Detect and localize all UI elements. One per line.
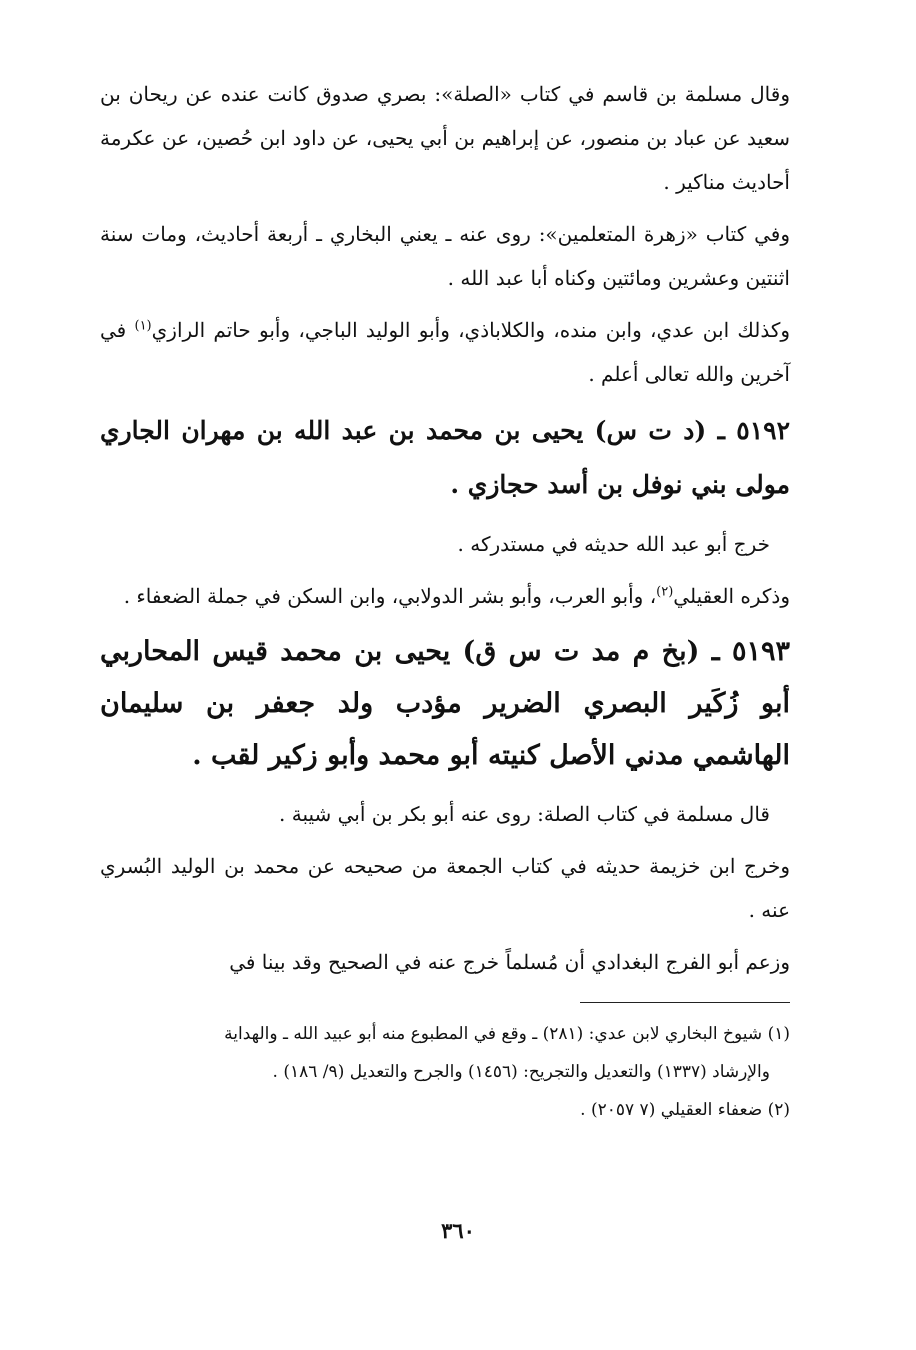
- paragraph-text: في آخرين والله تعالى أعلم .: [100, 318, 790, 386]
- page-number: ٣٦٠: [441, 1218, 475, 1243]
- footnote-text: والإرشاد (١٣٣٧) والتعديل والتجريح: (١٤٥٦) والجرح والتعديل (٩/ ١٨٦) .: [272, 1062, 770, 1082]
- page-body: [100, 72, 790, 1129]
- footnote-1: [100, 1015, 790, 1053]
- paragraph-text: قال مسلمة في كتاب الصلة: روى عنه أبو بكر بن أبي شيبة .: [279, 802, 770, 826]
- paragraph-zahrat-mutaallimin: [100, 212, 790, 300]
- paragraph-text: ، وأبو العرب، وأبو بشر الدولابي، وابن السكن في جملة الضعفاء .: [123, 584, 657, 608]
- paragraph-text: وقال مسلمة بن قاسم في كتاب «الصلة»: بصري صدوق كانت عنده عن ريحان بن سعيد عن عباد بن منصور، عن إبراهيم بن أبي يحيى، عن داود ابن حُصين، عن عكرمة أحاديث مناكير .: [100, 82, 790, 194]
- footnote-reference[interactable]: (٢): [656, 584, 674, 600]
- footnote-1-continuation: [100, 1053, 790, 1091]
- paragraph-uqayli: [100, 574, 790, 618]
- paragraph-text: وفي كتاب «زهرة المتعلمين»: روى عنه ـ يعني البخاري ـ أربعة أحاديث، ومات سنة اثنتين وعشرين ومائتين وكناه أبا عبد الله .: [100, 222, 790, 290]
- paragraph-text: وخرج ابن خزيمة حديثه في كتاب الجمعة من صحيحه عن محمد بن الوليد البُسري عنه .: [100, 854, 790, 922]
- paragraph-text: وزعم أبو الفرج البغدادي أن مُسلماً خرج عنه في الصحيح وقد بينا في: [229, 950, 790, 974]
- entry-heading-text: ٥١٩٢ ـ (د ت س) يحيى بن محمد بن عبد الله بن مهران الجاري مولى بني نوفل بن أسد حجازي .: [100, 416, 790, 499]
- paragraph-muslima-silah: [100, 72, 790, 204]
- paragraph-ibn-khuzayma: [100, 844, 790, 932]
- footnote-reference[interactable]: (١): [134, 318, 152, 334]
- entry-heading-5192: [100, 404, 790, 512]
- paragraph-abu-al-faraj: [100, 940, 790, 984]
- paragraph-text: وذكره العقيلي: [673, 584, 790, 608]
- paragraph-muslima-ibn-abi-shayba: [100, 792, 790, 836]
- paragraph-ibn-adi: [100, 308, 790, 396]
- footnote-text: (١) شيوخ البخاري لابن عدي: (٢٨١) ـ وقع في المطبوع منه أبو عبيد الله ـ والهداية: [224, 1024, 790, 1044]
- footnotes: [100, 1015, 790, 1129]
- entry-heading-5193: [100, 626, 790, 782]
- entry-heading-text: ٥١٩٣ ـ (بخ م مد ت س ق) يحيى بن محمد قيس المحاربي أبو زُكَير البصري الضرير مؤدب ولد جعفر بن سليمان الهاشمي مدني الأصل كنيته أبو محمد وأبو زكير لقب .: [100, 636, 790, 771]
- paragraph-text: خرج أبو عبد الله حديثه في مستدركه .: [457, 532, 770, 556]
- footnote-2: [100, 1091, 790, 1129]
- paragraph-text: وكذلك ابن عدي، وابن منده، والكلاباذي، وأبو الوليد الباجي، وأبو حاتم الرازي: [151, 318, 790, 342]
- footnote-divider: [580, 1002, 790, 1003]
- footnote-text: (٢) ضعفاء العقيلي (٧ ٢٠٥٧) .: [580, 1100, 790, 1120]
- paragraph-mustadrak: [100, 522, 790, 566]
